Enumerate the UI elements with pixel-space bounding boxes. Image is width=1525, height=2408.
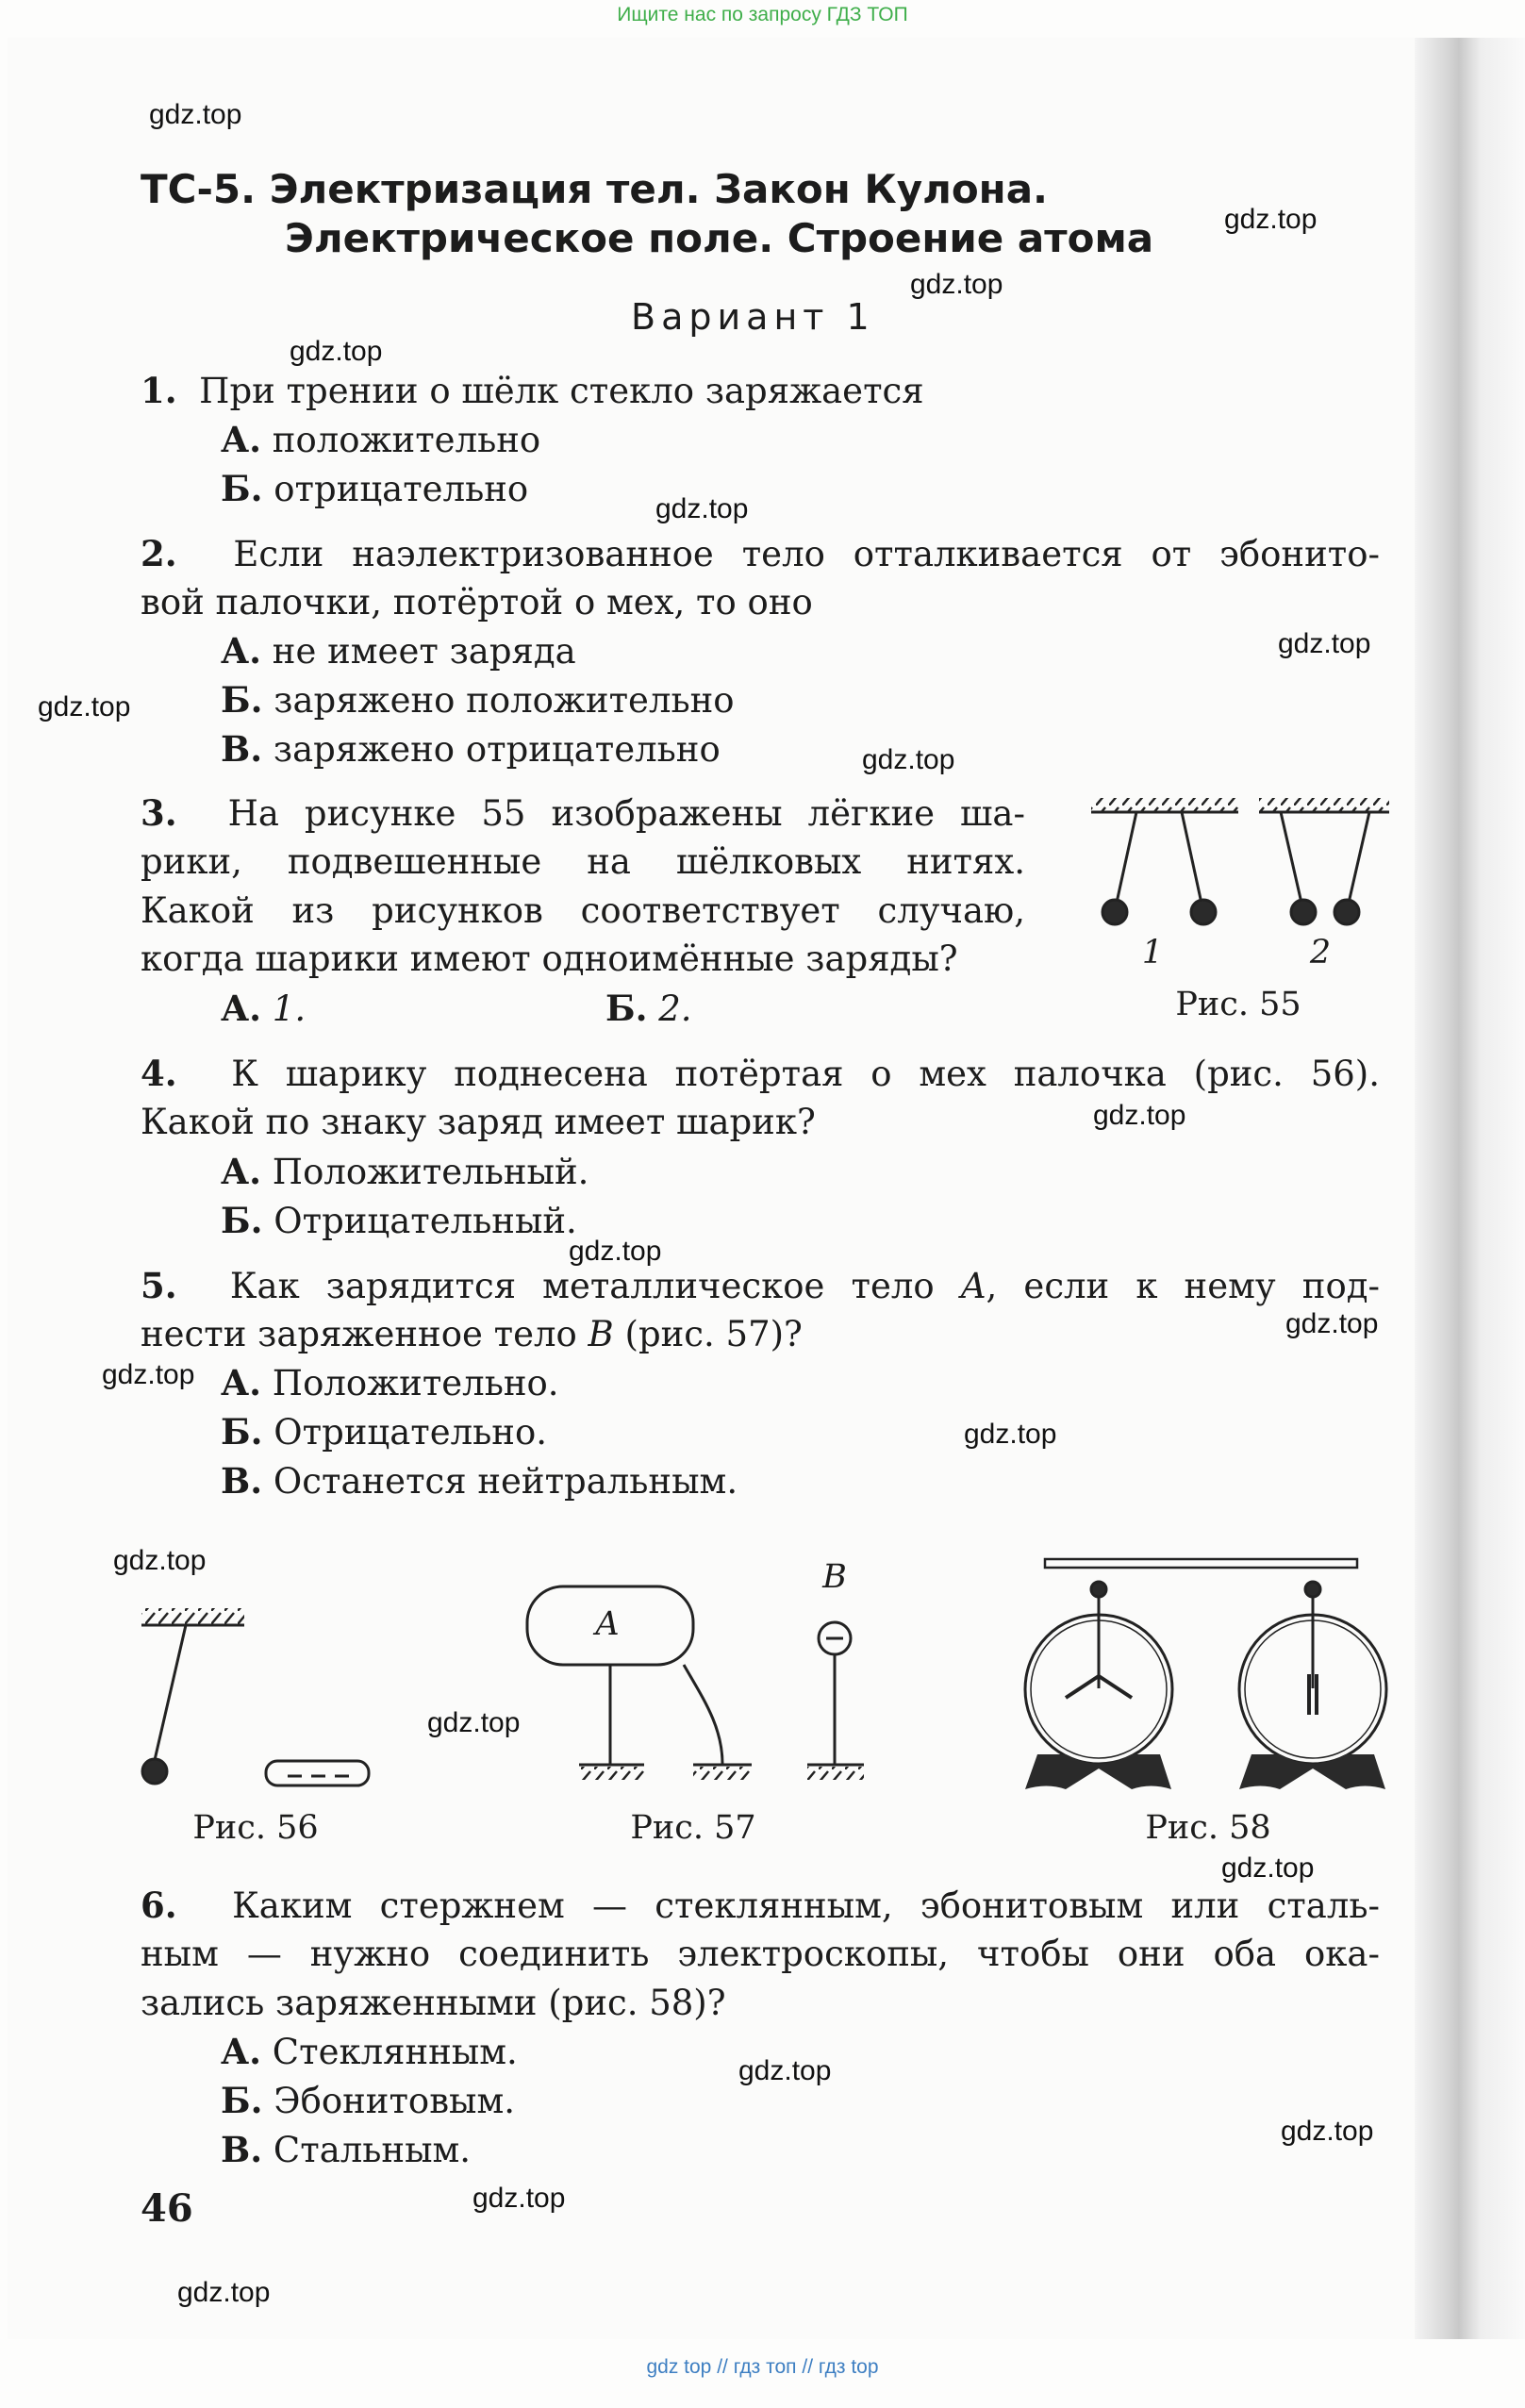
question-3-cont: когда шарики имеют одноимённые заряды? [141, 938, 958, 979]
answer-text: отрицательно [274, 469, 529, 509]
body-a-ref: A [960, 1266, 986, 1306]
watermark: gdz.top [569, 1236, 662, 1267]
watermark: gdz.top [1224, 204, 1318, 235]
watermark: gdz.top [1221, 1852, 1315, 1884]
question-6-cont: ным — нужно соединить электроскопы, чтобы они оба ока- [141, 1934, 1380, 1974]
question-text: На рисунке 55 изображены лёгкие ша- [227, 793, 1025, 834]
title-line-1: ТС-5. Электризация тел. Закон Кулона. [141, 166, 1049, 212]
top-banner[interactable]: Ищите нас по запросу ГДЗ ТОП [617, 4, 908, 25]
answer-text: Положительно. [272, 1363, 559, 1403]
figure-55-pendulums [1091, 798, 1389, 924]
answer-letter: Б. [221, 468, 263, 509]
question-3-cont: рики, подвешенные на шёлковых нитях. [141, 841, 1025, 882]
fig55-caption: Рис. 55 [1175, 986, 1301, 1023]
watermark: gdz.top [102, 1359, 195, 1390]
answer-text: положительно [272, 420, 541, 460]
page-number: 46 [141, 2186, 193, 2231]
question-2-cont: вой палочки, потёртой о мех, то оно [141, 582, 813, 623]
watermark: gdz.top [1278, 628, 1371, 659]
answer-text: не имеет заряда [272, 631, 576, 672]
question-6-cont: зались заряженными (рис. 58)? [141, 1983, 726, 2023]
body-b-ref: B [588, 1314, 614, 1354]
fig57-caption: Рис. 57 [630, 1809, 756, 1847]
answer-letter: Б. [221, 2080, 263, 2121]
question-text: Каким стержнем — стеклянным, эбонитовым или сталь- [232, 1885, 1380, 1926]
answer-text: Положительный. [272, 1152, 589, 1192]
answer-letter: А. [221, 2031, 262, 2072]
watermark: gdz.top [910, 269, 1003, 300]
question-text: , если к нему под- [986, 1266, 1381, 1306]
answer-letter: А. [221, 988, 262, 1029]
watermark: gdz.top [862, 744, 955, 775]
title-line-2: Электрическое поле. Строение атома [285, 215, 1154, 261]
watermark: gdz.top [1093, 1100, 1186, 1131]
answer-letter: В. [221, 2129, 263, 2170]
fig55-label-2: 2 [1309, 934, 1332, 972]
watermark: gdz.top [290, 336, 383, 367]
question-number: 2. [141, 533, 177, 574]
answer-letter: Б. [221, 1200, 263, 1241]
answer-text: Останется нейтральным. [273, 1461, 738, 1502]
answer-text: Отрицательно. [274, 1412, 547, 1453]
watermark: gdz.top [964, 1419, 1057, 1450]
fig57-body-a-label: A [595, 1605, 620, 1643]
answer-letter: Б. [221, 679, 263, 721]
watermark: gdz.top [427, 1707, 521, 1738]
question-3-cont: Какой из рисунков соответствует случаю, [141, 890, 1025, 931]
answer-text: 1. [272, 988, 307, 1029]
figure-57-bodies [527, 1586, 864, 1780]
footer-links[interactable]: gdz top // гдз топ // гдз top [646, 2356, 879, 2378]
question-text: Если наэлектризованное тело отталкивается от эбонито- [233, 534, 1380, 574]
watermark: gdz.top [472, 2183, 566, 2214]
answer-text: заряжено отрицательно [273, 729, 721, 770]
answer-letter: В. [221, 1460, 263, 1502]
watermark: gdz.top [738, 2055, 832, 2086]
answer-text: Отрицательный. [274, 1201, 577, 1241]
figure-56-ball-and-rod [141, 1608, 369, 1785]
answer-letter: А. [221, 1362, 262, 1403]
answer-text: Стальным. [273, 2130, 472, 2170]
answer-text: заряжено положительно [274, 680, 735, 721]
watermark: gdz.top [655, 493, 749, 524]
question-text: К шарику поднесена потёртая о мех палочка (рис. 56). [231, 1054, 1380, 1094]
answer-letter: Б. [221, 1411, 263, 1453]
question-number: 4. [141, 1053, 177, 1094]
answer-text: 2. [658, 988, 692, 1029]
watermark: gdz.top [149, 99, 242, 130]
answer-letter: А. [221, 419, 262, 460]
question-number: 3. [141, 792, 177, 834]
watermark: gdz.top [177, 2277, 271, 2308]
variant-heading: Вариант 1 [631, 296, 875, 338]
answer-letter: А. [221, 630, 262, 672]
watermark: gdz.top [38, 691, 131, 722]
fig58-caption: Рис. 58 [1145, 1809, 1271, 1847]
watermark: gdz.top [1281, 2116, 1374, 2147]
answer-letter: А. [221, 1151, 262, 1192]
watermark: gdz.top [1285, 1308, 1379, 1339]
fig57-body-b-label: B [822, 1558, 847, 1596]
fig56-caption: Рис. 56 [192, 1809, 319, 1847]
question-number: 1. [141, 370, 177, 411]
question-text: (рис. 57)? [624, 1314, 803, 1354]
fig55-label-1: 1 [1141, 934, 1164, 972]
answer-text: Эбонитовым. [274, 2081, 516, 2121]
answer-letter: Б. [605, 988, 648, 1029]
watermark: gdz.top [113, 1545, 207, 1576]
question-4-cont: Какой по знаку заряд имеет шарик? [141, 1102, 816, 1142]
figure-58-electroscopes [1025, 1559, 1386, 1789]
question-text: Как зарядится металлическое тело [229, 1266, 935, 1306]
question-text: При трении о шёлк стекло заряжается [199, 371, 924, 411]
answer-text: Стеклянным. [272, 2032, 518, 2072]
question-number: 6. [141, 1885, 177, 1926]
answer-letter: В. [221, 728, 263, 770]
question-text: нести заряженное тело [141, 1314, 577, 1354]
question-number: 5. [141, 1265, 177, 1306]
